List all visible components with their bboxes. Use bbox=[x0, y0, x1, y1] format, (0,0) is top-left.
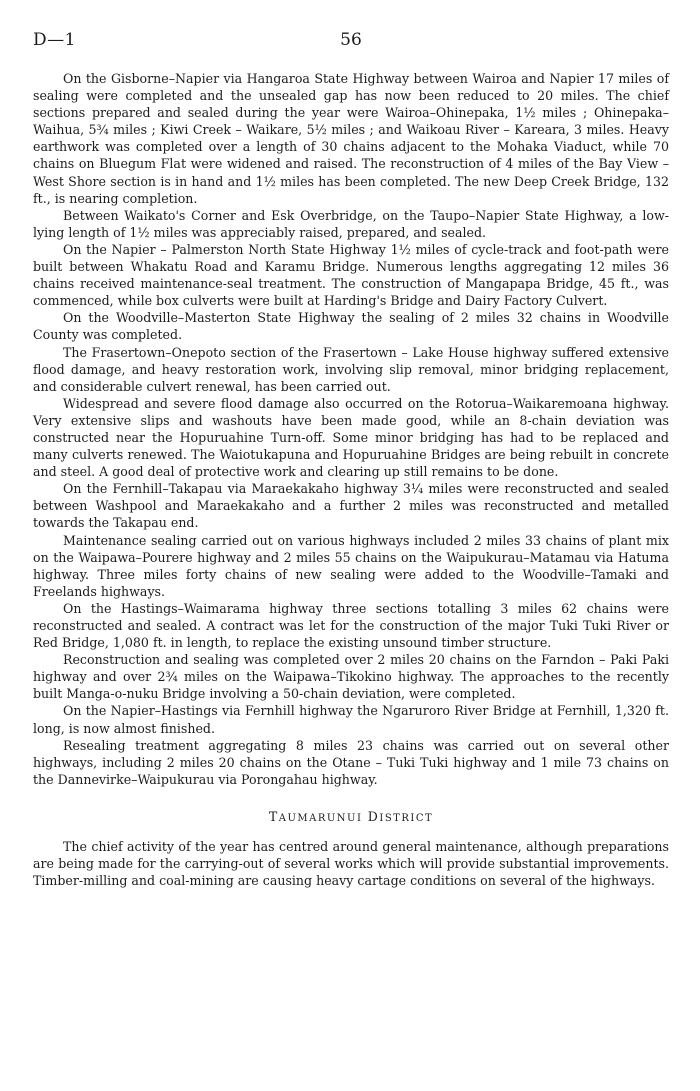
paragraph-farndon-paki-paki: Reconstruction and sealing was completed over 2 miles 20 chains on the Farndon – Paki Paki highway and over 2¾ miles on the Waipawa–Tikokino highway. The approaches to the recently built Manga-o-nuku Bridge involving a 50-chain deviation, were completed. bbox=[33, 652, 669, 702]
paragraph-taumarunui: The chief activity of the year has centred around general maintenance, although preparations are being made for the carrying-out of several works which will provide substantial improvements. Timber-milling and coal-mining are causing heavy cartage conditions on several of the highways. bbox=[33, 839, 669, 889]
paragraph-resealing: Resealing treatment aggregating 8 miles 23 chains was carried out on several other highways, including 2 miles 20 chains on the Otane – Tuki Tuki highway and 1 mile 73 chains on the Dannevirke–Waipukurau via Porongahau highway. bbox=[33, 737, 669, 787]
paragraph-napier-hastings: On the Napier–Hastings via Fernhill highway the Ngaruroro River Bridge at Fernhill, 1,320 ft. long, is now almost finished. bbox=[33, 703, 669, 736]
paragraph-taupo-napier: Between Waikato's Corner and Esk Overbridge, on the Taupo–Napier State Highway, a low-lying length of 1½ miles was appreciably raised, prepared, and sealed. bbox=[33, 207, 669, 240]
paragraph-fernhill-takapau: On the Fernhill–Takapau via Maraekakaho highway 3¼ miles were reconstructed and sealed between Washpool and Maraekakaho and a further 2 miles was reconstructed and metalled towards the Takapau end. bbox=[33, 481, 669, 531]
paragraph-hastings-waimarama: On the Hastings–Waimarama highway three sections totalling 3 miles 62 chains were reconstructed and sealed. A contract was let for the construction of the major Tuki Tuki River or Red Bridge, 1,080 ft. in length, to replace the existing unsound timber structure. bbox=[33, 600, 669, 651]
document-reference: D—1 bbox=[33, 30, 76, 50]
section-heading-taumarunui-district: TAUMARUNUI DISTRICT bbox=[268, 808, 434, 824]
paragraph-maintenance-sealing: Maintenance sealing carried out on various highways included 2 miles 33 chains of plant mix on the Waipawa–Pourere highway and 2 miles 55 chains on the Waipukurau–Matamau via Hatuma highway. Three miles forty chains of new sealing were added to the Woodville–Tamaki and Freelands highways. bbox=[33, 532, 669, 599]
paragraph-gisborne-napier: On the Gisborne–Napier via Hangaroa State Highway between Wairoa and Napier 17 miles of sealing were completed and the unsealed gap has now been reduced to 20 miles. The chief sections prepared and sealed during the year were Wairoa–Ohinepaka, 1½ miles ; Ohinepaka–Waihua, 5¾ miles ; Kiwi Creek – Waikare, 5½ miles ; and Waikoau River – Kareara, 3 miles. Heavy earthwork was completed over a length of 30 chains adjacent to the Mohaka Viaduct, while 70 chains on Bluegum Flat were widened and raised. The reconstruction of 4 miles of the Bay View – West Shore section is in hand and 1½ miles has been completed. The new Deep Creek Bridge, 132 ft., is nearing completion. bbox=[33, 71, 669, 206]
paragraph-woodville-masterton: On the Woodville–Masterton State Highway the sealing of 2 miles 32 chains in Woodville County was completed. bbox=[33, 310, 669, 343]
paragraph-rotorua-waikaremoana: Widespread and severe flood damage also occurred on the Rotorua–Waikaremoana highway. Very extensive slips and washouts have been made good, while an 8-chain deviation was constructed near the Hopuruahine Turn-off. Some minor bridging has had to be replaced and many culverts renewed. The Waiotukapuna and Hopuruahine Bridges are being rebuilt in concrete and steel. A good deal of protective work and clearing up still remains to be done. bbox=[33, 395, 669, 480]
page-number: 56 bbox=[340, 30, 362, 50]
body-text bbox=[33, 70, 669, 889]
paragraph-frasertown-onepoto: The Frasertown–Onepoto section of the Frasertown – Lake House highway suffered extensive flood damage, and heavy restoration work, involving slip removal, minor bridging replacement, and considerable culvert renewal, has been carried out. bbox=[33, 344, 669, 394]
page-header bbox=[33, 30, 669, 54]
paragraph-napier-palmerston-north: On the Napier – Palmerston North State Highway 1½ miles of cycle-track and foot-path were built between Whakatu Road and Karamu Bridge. Numerous lengths aggregating 12 miles 36 chains received maintenance-seal treatment. The construction of Mangapapa Bridge, 45 ft., was commenced, while box culverts were built at Harding's Bridge and Dairy Factory Culvert. bbox=[33, 241, 669, 309]
